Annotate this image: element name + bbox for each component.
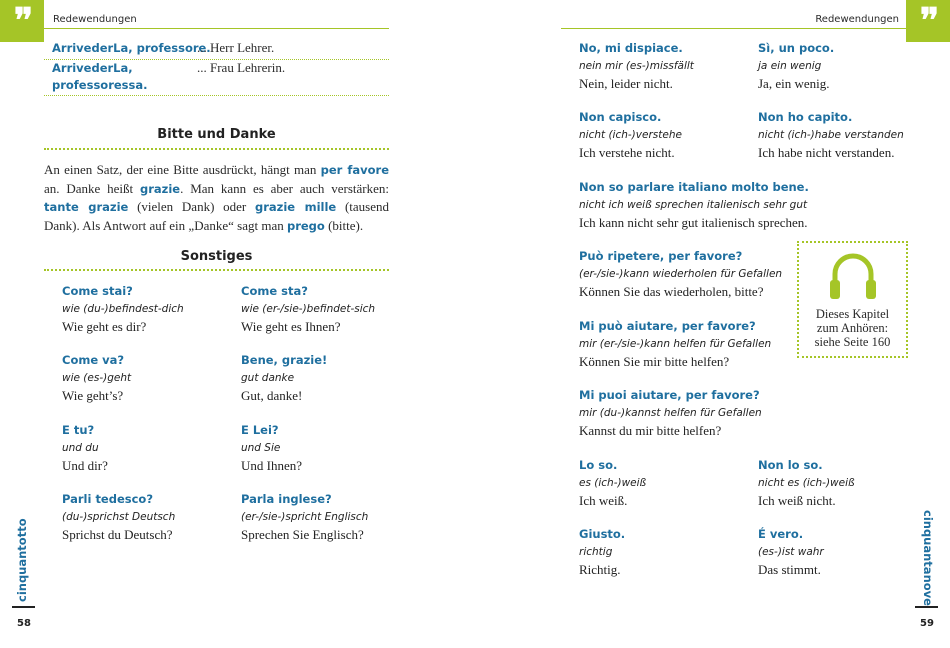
section-divider [44, 148, 389, 150]
phrase-block [62, 491, 175, 544]
phrase-block [579, 526, 625, 579]
phrase-italian: Sì, un poco. [758, 41, 835, 55]
audio-box-line: siehe Seite 160 [814, 335, 891, 349]
phrase-german: Wie geht es dir? [62, 319, 147, 334]
left-quote-badge [0, 0, 44, 42]
phrase-german: Und dir? [62, 458, 108, 473]
keyword: grazie [139, 181, 181, 196]
phrase-block [241, 283, 375, 336]
phrase-block [579, 179, 809, 232]
keyword: prego [286, 218, 325, 233]
phrase-italian: Mi può aiutare, per favore? [579, 319, 756, 333]
vocab-term-cont: professoressa. [52, 78, 148, 92]
phrase-italian: Parli tedesco? [62, 492, 154, 506]
phrase-german: Ich kann nicht sehr gut italienisch sprechen. [579, 215, 808, 230]
phrase-italian: Giusto. [579, 527, 626, 541]
phrase-italian: É vero. [758, 527, 804, 541]
phrase-literal: und Sie [241, 441, 281, 454]
vocab-translation: ... Herr Lehrer. [197, 40, 275, 55]
phrase-literal: wie (es-)geht [62, 371, 132, 384]
phrase-german: Wie geht’s? [62, 388, 124, 403]
header-rule [44, 28, 389, 29]
phrase-italian: Non lo so. [758, 458, 823, 472]
header-rule [561, 28, 906, 29]
keyword: tante grazie [44, 200, 129, 214]
audio-chapter-box [797, 241, 908, 358]
phrase-german: Können Sie mir bitte helfen? [579, 354, 730, 369]
phrase-german: Können Sie das wiederholen, bitte? [579, 284, 764, 299]
phrase-german: Und Ihnen? [241, 458, 303, 473]
audio-box-line: Dieses Kapitel [815, 307, 890, 321]
headphones-icon [827, 248, 879, 304]
phrase-block [758, 457, 855, 510]
phrase-block [62, 283, 184, 336]
phrase-literal: gut danke [241, 371, 295, 384]
phrase-block [62, 422, 108, 475]
paragraph-text: An einen Satz, der eine Bitte ausdrückt, hängt man [44, 162, 321, 177]
side-label-left: cinquantotto [15, 518, 29, 602]
phrase-literal: nicht (ich-)habe verstanden [758, 128, 904, 141]
phrase-german: Ja, ein wenig. [758, 76, 830, 91]
quote-icon: ❜❜ [14, 1, 30, 41]
phrase-literal: nein mir (es-)missfällt [579, 59, 694, 72]
phrase-italian: Non ho capito. [758, 110, 853, 124]
phrase-german: Ich habe nicht verstanden. [758, 145, 895, 160]
phrase-block [758, 40, 834, 93]
phrase-literal: (er-/sie-)kann wiederholen für Gefallen [579, 267, 783, 280]
phrase-block [579, 109, 682, 162]
left-running-header: Redewendungen [53, 14, 137, 25]
section-divider [44, 269, 389, 271]
paragraph-text: . Man kann es aber auch verstärken: [180, 180, 389, 196]
quote-icon: ❜❜ [920, 1, 936, 41]
phrase-block [579, 318, 771, 371]
phrase-italian: Come stai? [62, 284, 133, 298]
phrase-literal: mir (er-/sie-)kann helfen für Gefallen [579, 337, 772, 350]
audio-box-text [799, 307, 906, 349]
vocab-term: ArrivederLa, [52, 61, 133, 75]
phrase-literal: richtig [579, 545, 613, 558]
vocab-translation: ... Frau Lehrerin. [197, 60, 286, 75]
phrase-german: Sprichst du Deutsch? [62, 527, 173, 542]
paragraph-text: (tausend Dank). Als Antwort auf ein „Danke“ sagt man [44, 199, 390, 233]
page-number-rule [915, 606, 938, 608]
phrase-literal: (du-)sprichst Deutsch [62, 510, 176, 523]
phrase-german: Sprechen Sie Englisch? [241, 527, 364, 542]
phrase-german: Ich verstehe nicht. [579, 145, 675, 160]
right-quote-badge [906, 0, 950, 42]
phrase-german: Das stimmt. [758, 562, 821, 577]
phrase-literal: ja ein wenig [758, 59, 822, 72]
paragraph-text: an. Danke heißt [44, 180, 140, 196]
phrase-german: Nein, leider nicht. [579, 76, 673, 91]
vocab-term: ArrivederLa, professore. [52, 41, 211, 55]
phrase-literal: nicht ich weiß sprechen italienisch sehr gut [579, 198, 808, 211]
right-running-header: Redewendungen [815, 14, 899, 25]
paragraph-text: (vielen Dank) oder [128, 199, 255, 214]
section-title-bitte-danke: Bitte und Danke [157, 127, 276, 142]
phrase-literal: wie (er-/sie-)befindet-sich [241, 302, 376, 315]
bitte-danke-paragraph [44, 161, 389, 235]
phrase-block [758, 109, 904, 162]
phrase-italian: Non so parlare italiano molto bene. [579, 180, 809, 194]
phrase-italian: E tu? [62, 423, 95, 437]
phrase-german: Wie geht es Ihnen? [241, 319, 341, 334]
phrase-literal: (es-)ist wahr [758, 545, 824, 558]
phrase-block [62, 352, 131, 405]
phrase-italian: E Lei? [241, 423, 279, 437]
phrase-literal: wie (du-)befindest-dich [62, 302, 184, 315]
phrase-german: Ich weiß. [579, 493, 628, 508]
phrase-german: Richtig. [579, 562, 621, 577]
section-title-sonstiges: Sonstiges [180, 249, 253, 264]
phrase-block [579, 248, 782, 301]
phrase-block [579, 457, 646, 510]
page-number-rule [12, 606, 35, 608]
audio-box-line: zum Anhören: [816, 321, 889, 335]
phrase-block [241, 491, 368, 544]
phrase-italian: No, mi dispiace. [579, 41, 683, 55]
keyword: grazie mille [255, 200, 337, 214]
paragraph-text: (bitte). [324, 217, 364, 233]
phrase-block [579, 40, 694, 93]
phrase-italian: Può ripetere, per favore? [579, 249, 743, 263]
phrase-italian: Lo so. [579, 458, 618, 472]
page-number-left: 58 [17, 618, 31, 629]
phrase-italian: Parla inglese? [241, 492, 332, 506]
phrase-german: Kannst du mir bitte helfen? [579, 423, 722, 438]
phrase-literal: es (ich-)weiß [579, 476, 647, 489]
phrase-block [241, 352, 327, 405]
phrase-literal: und du [62, 441, 99, 454]
phrase-italian: Mi puoi aiutare, per favore? [579, 388, 760, 402]
phrase-block [579, 387, 762, 440]
side-label-right: cinquantanove [921, 510, 935, 606]
phrase-literal: mir (du-)kannst helfen für Gefallen [579, 406, 762, 419]
phrase-block [758, 526, 824, 579]
phrase-italian: Come va? [62, 353, 125, 367]
phrase-literal: nicht es (ich-)weiß [758, 476, 855, 489]
phrase-italian: Come sta? [241, 284, 308, 298]
phrase-literal: nicht (ich-)verstehe [579, 128, 682, 141]
phrase-german: Gut, danke! [241, 388, 303, 403]
phrase-italian: Non capisco. [579, 110, 662, 124]
phrase-literal: (er-/sie-)spricht Englisch [241, 510, 369, 523]
phrase-block [241, 422, 302, 475]
row-divider [44, 95, 389, 96]
phrase-german: Ich weiß nicht. [758, 493, 836, 508]
keyword: per favore [320, 163, 389, 177]
page-number-right: 59 [920, 618, 934, 629]
phrase-italian: Bene, grazie! [241, 353, 328, 367]
